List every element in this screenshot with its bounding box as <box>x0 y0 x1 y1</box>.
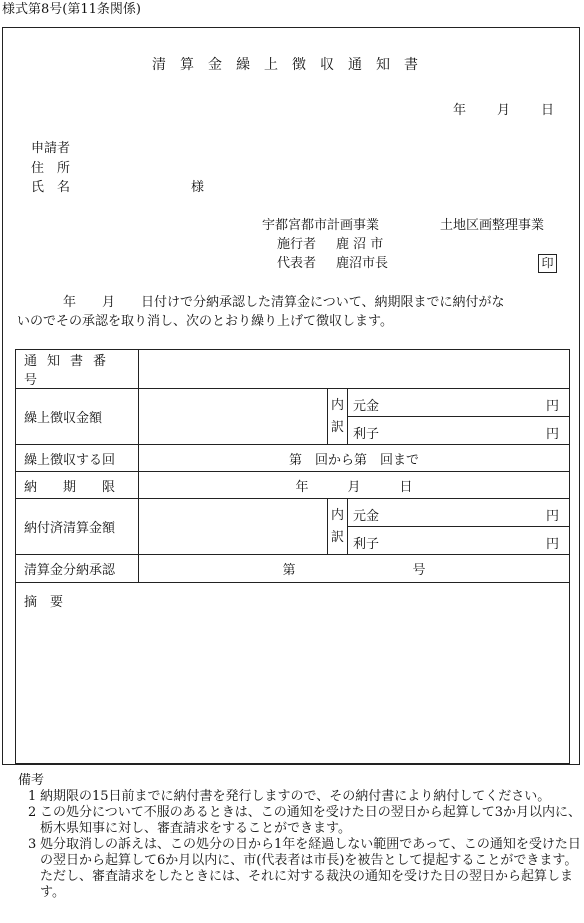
collection-amount-field[interactable] <box>139 389 328 445</box>
name-label: 氏 名 <box>31 180 71 195</box>
deadline-label: 納 期 限 <box>16 472 139 499</box>
notice-form-table <box>15 349 570 764</box>
date-year-mark: 年 <box>453 103 467 118</box>
collection-round-label: 繰上徴収する回 <box>16 445 139 472</box>
paid-amount-label: 納付済清算金額 <box>16 499 139 555</box>
executor-name: 鹿 沼 市 <box>336 237 384 252</box>
remarks-field[interactable] <box>16 583 570 764</box>
honorific: 様 <box>191 180 205 195</box>
notes-title: 備考 <box>18 773 45 788</box>
breakdown-label: 内 訳 <box>328 389 348 445</box>
approval-label: 清算金分納承認 <box>16 555 139 583</box>
paid-breakdown-label: 内 訳 <box>328 499 348 555</box>
document-title: 清算金繰上徴収通知書 <box>152 57 432 73</box>
paid-amount-field[interactable] <box>139 499 328 555</box>
paid-principal-field[interactable]: 元金 円 <box>348 499 570 527</box>
note-item: 3 処分取消しの訴えは、この処分の日から1年を経過しない範囲であって、この通知を受けた日の翌日から起算して6か月以内に、市(代表者は市長)を被告として提起することができます。ただし、審査請求をしたときには、それに対する裁決の通知を受けた日の翌日から起算します。 <box>28 837 581 900</box>
deadline-field[interactable]: 年 月 日 <box>139 472 570 499</box>
collection-round-field[interactable]: 第 回から第 回まで <box>139 445 570 472</box>
note-item: 1 納期限の15日前までに納付書を発行しますので、その納付書により納付してください。 <box>28 789 551 804</box>
approval-field[interactable]: 第 号 <box>139 555 570 583</box>
paid-interest-field[interactable]: 利子 円 <box>348 527 570 555</box>
body-text-line-1: 年 月 日付けで分納承認した清算金について、納期限までに納付がな <box>63 295 505 310</box>
notice-number-field[interactable] <box>139 350 570 389</box>
seal-mark: 印 <box>538 254 557 273</box>
collection-amount-label: 繰上徴収金額 <box>16 389 139 445</box>
notes-section <box>18 773 584 901</box>
project-type: 土地区画整理事業 <box>440 218 545 233</box>
note-item: 2 この処分について不服のあるときは、この通知を受けた日の翌日から起算して3か月以内に、栃木県知事に対し、審査請求をすることができます。 <box>28 805 582 836</box>
interest-field[interactable]: 利子 円 <box>348 417 570 445</box>
date-month-mark: 月 <box>497 103 511 118</box>
principal-field[interactable]: 元金 円 <box>348 389 570 417</box>
project-city: 宇都宮都市計画事業 <box>262 218 380 233</box>
notice-number-label: 通知書番号 <box>16 350 139 389</box>
representative-label: 代表者 <box>277 256 317 271</box>
date-day-mark: 日 <box>541 103 555 118</box>
body-text-line-2: いのでその承認を取り消し、次のとおり繰り上げて徴収します。 <box>17 314 393 329</box>
form-number-label: 様式第8号(第11条関係) <box>2 2 141 17</box>
representative-name: 鹿沼市長 <box>336 256 389 271</box>
executor-label: 施行者 <box>277 237 317 252</box>
address-label: 住 所 <box>31 161 71 176</box>
remarks-label: 摘 要 <box>24 595 64 610</box>
applicant-label: 申請者 <box>31 141 71 156</box>
